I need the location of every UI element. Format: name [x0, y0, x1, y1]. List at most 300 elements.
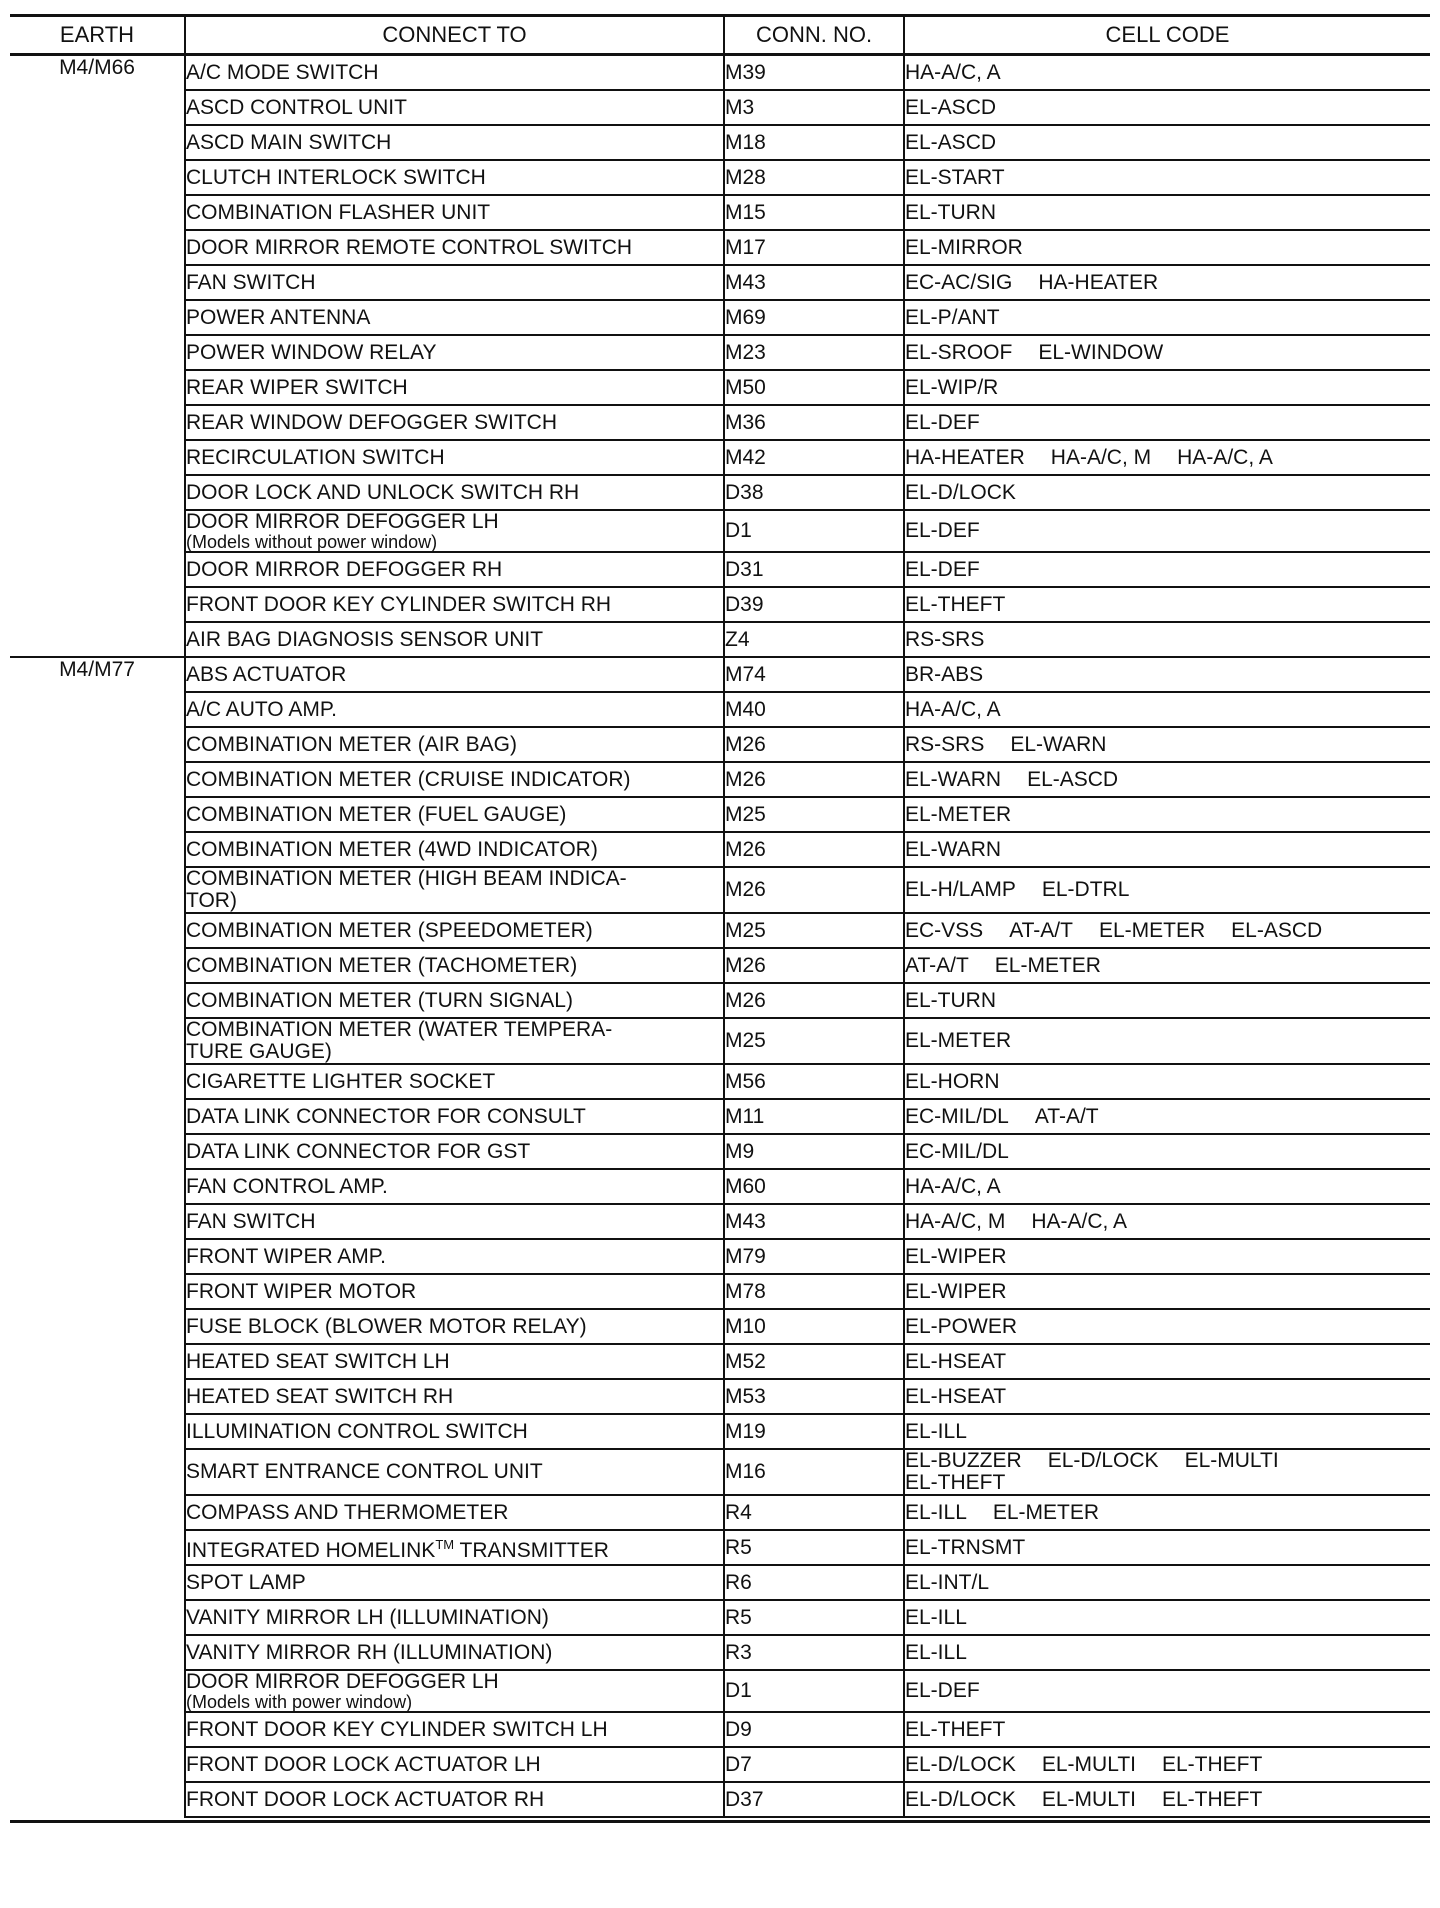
cell-code-cell	[904, 160, 1430, 195]
cell-code-link[interactable]: EL-HSEAT	[905, 1349, 1007, 1373]
connect-to-cell	[185, 1018, 724, 1064]
conn-no-text: M28	[725, 165, 766, 189]
connect-to-cell	[185, 160, 724, 195]
connect-to-cell	[185, 1670, 724, 1712]
cell-code-link[interactable]: RS-SRS	[905, 627, 985, 651]
connect-to-text: DOOR MIRROR DEFOGGER LH	[186, 1670, 499, 1693]
connect-to-cell	[185, 440, 724, 475]
cell-code-link[interactable]: HA-A/C, A	[905, 60, 1001, 84]
conn-no-text: M26	[725, 878, 766, 901]
cell-code-link[interactable]: EL-WARN	[905, 837, 1002, 861]
cell-code-link[interactable]: HA-A/C, A	[905, 697, 1001, 721]
connect-to-text-line2: TOR)	[186, 889, 237, 912]
cell-code-cell	[904, 1169, 1430, 1204]
conn-no-cell	[724, 867, 904, 913]
cell-code-link[interactable]: EL-METER	[905, 1029, 1012, 1052]
cell-code-link[interactable]: HA-A/C, A	[1031, 1209, 1128, 1233]
cell-code-cell	[904, 1670, 1430, 1712]
connect-to-text: DATA LINK CONNECTOR FOR CONSULT	[186, 1104, 586, 1128]
table-row	[10, 1169, 1430, 1204]
cell-code-link[interactable]: EL-WIPER	[905, 1244, 1007, 1268]
table-row	[10, 1712, 1430, 1747]
connect-to-text: COMBINATION METER (AIR BAG)	[186, 732, 517, 756]
table-row	[10, 1309, 1430, 1344]
connect-to-cell	[185, 1239, 724, 1274]
conn-no-cell	[724, 1379, 904, 1414]
conn-no-cell	[724, 1309, 904, 1344]
cell-code-cell	[904, 510, 1430, 552]
table-row	[10, 405, 1430, 440]
connect-to-cell	[185, 948, 724, 983]
conn-no-text: M43	[725, 270, 766, 294]
cell-code-link[interactable]: EL-D/LOCK	[905, 480, 1016, 504]
cell-code-link[interactable]: EL-D/LOCK	[1047, 1449, 1159, 1472]
connect-to-text: AIR BAG DIAGNOSIS SENSOR UNIT	[186, 627, 544, 651]
cell-code-link[interactable]: RS-SRS	[905, 732, 985, 756]
cell-code-cell	[904, 1565, 1430, 1600]
cell-code-cell	[904, 983, 1430, 1018]
cell-code-cell	[904, 265, 1430, 300]
connect-to-cell	[185, 1600, 724, 1635]
connect-to-text: ABS ACTUATOR	[186, 662, 347, 686]
connect-to-text: FRONT DOOR KEY CYLINDER SWITCH LH	[186, 1717, 608, 1741]
cell-code-cell	[904, 475, 1430, 510]
connect-to-text: CIGARETTE LIGHTER SOCKET	[186, 1069, 496, 1093]
connect-to-cell	[185, 475, 724, 510]
table-row	[10, 195, 1430, 230]
conn-no-text: M26	[725, 953, 766, 977]
cell-code-link[interactable]: EL-ASCD	[905, 95, 997, 119]
table-row	[10, 727, 1430, 762]
connect-to-text: SPOT LAMP	[186, 1570, 306, 1594]
conn-no-text: M17	[725, 235, 766, 259]
conn-no-text: M9	[725, 1139, 755, 1163]
cell-code-link[interactable]: EL-WARN	[1010, 732, 1107, 756]
cell-code-cell	[904, 727, 1430, 762]
cell-code-cell	[904, 587, 1430, 622]
conn-no-cell	[724, 1239, 904, 1274]
cell-code-cell	[904, 1344, 1430, 1379]
cell-code-link[interactable]: EL-DEF	[905, 557, 980, 581]
connect-to-cell	[185, 983, 724, 1018]
connect-to-cell	[185, 587, 724, 622]
cell-code-link[interactable]: EL-THEFT	[905, 1717, 1006, 1741]
connect-to-text: COMBINATION METER (CRUISE INDICATOR)	[186, 767, 631, 791]
cell-code-link[interactable]: EL-ILL	[905, 1500, 967, 1524]
cell-code-link[interactable]: EL-WINDOW	[1038, 340, 1164, 364]
table-row	[10, 160, 1430, 195]
table-row	[10, 1064, 1430, 1099]
cell-code-link[interactable]: EL-ASCD	[1231, 918, 1323, 942]
cell-code-link[interactable]: EL-BUZZER	[905, 1449, 1022, 1472]
cell-code-link[interactable]: EL-START	[905, 165, 1005, 189]
cell-code-link[interactable]: EL-METER	[1098, 918, 1206, 942]
cell-code-link[interactable]: EL-THEFT	[905, 1471, 1006, 1494]
connect-to-cell	[185, 1414, 724, 1449]
cell-code-link[interactable]: EL-WIPER	[905, 1279, 1007, 1303]
connect-to-text: DOOR LOCK AND UNLOCK SWITCH RH	[186, 480, 580, 504]
cell-code-cell	[904, 195, 1430, 230]
cell-code-link[interactable]: EL-DEF	[905, 519, 980, 542]
cell-code-cell	[904, 1064, 1430, 1099]
conn-no-text: M69	[725, 305, 766, 329]
conn-no-cell	[724, 1782, 904, 1817]
cell-code-link[interactable]: EL-ILL	[905, 1640, 967, 1664]
connect-to-text: ILLUMINATION CONTROL SWITCH	[186, 1419, 528, 1443]
cell-code-link[interactable]: EL-METER	[905, 802, 1012, 826]
conn-no-cell	[724, 1565, 904, 1600]
cell-code-cell	[904, 90, 1430, 125]
connect-to-cell	[185, 90, 724, 125]
connect-to-cell	[185, 1530, 724, 1565]
conn-no-cell	[724, 475, 904, 510]
connect-to-text: REAR WIPER SWITCH	[186, 375, 408, 399]
connect-to-cell	[185, 510, 724, 552]
connect-to-text: HEATED SEAT SWITCH LH	[186, 1349, 450, 1373]
cell-code-link[interactable]: EL-TRNSMT	[905, 1535, 1026, 1559]
cell-code-link[interactable]: EL-ILL	[905, 1605, 967, 1629]
trademark-mark: TM	[435, 1536, 455, 1552]
conn-no-text: M40	[725, 697, 766, 721]
conn-no-cell	[724, 983, 904, 1018]
cell-code-link[interactable]: EL-WARN	[905, 767, 1002, 791]
connect-to-text: COMBINATION METER (WATER TEMPERA-	[186, 1018, 613, 1041]
cell-code-link[interactable]: EC-AC/SIG	[905, 270, 1013, 294]
header-earth: EARTH	[10, 16, 185, 55]
cell-code-link[interactable]: EL-ASCD	[1027, 767, 1119, 791]
conn-no-text: R6	[725, 1570, 752, 1594]
cell-code-link[interactable]: EL-DEF	[905, 1679, 980, 1702]
cell-code-link[interactable]: EL-ASCD	[905, 130, 997, 154]
cell-code-cell	[904, 1600, 1430, 1635]
connect-to-text: FAN SWITCH	[186, 1209, 316, 1233]
table-body	[10, 55, 1430, 1818]
connect-to-note: (Models with power window)	[186, 1692, 413, 1712]
cell-code-cell	[904, 405, 1430, 440]
cell-code-link[interactable]: EL-MIRROR	[905, 235, 1023, 259]
cell-code-cell	[904, 1495, 1430, 1530]
table-row	[10, 125, 1430, 160]
connect-to-text: DOOR MIRROR DEFOGGER RH	[186, 557, 503, 581]
conn-no-text: M26	[725, 767, 766, 791]
connect-to-text: INTEGRATED HOMELINK	[186, 1538, 436, 1562]
connect-to-cell	[185, 657, 724, 692]
connect-to-cell	[185, 797, 724, 832]
connect-to-text: COMBINATION METER (TURN SIGNAL)	[186, 988, 573, 1012]
earth-connection-table	[10, 14, 1430, 1818]
connect-to-text: COMBINATION METER (FUEL GAUGE)	[186, 802, 567, 826]
cell-code-link[interactable]: EL-HSEAT	[905, 1384, 1007, 1408]
conn-no-text: M25	[725, 918, 766, 942]
connect-to-cell	[185, 1565, 724, 1600]
cell-code-link[interactable]: EL-TURN	[905, 988, 997, 1012]
conn-no-cell	[724, 1495, 904, 1530]
table-row	[10, 1495, 1430, 1530]
cell-code-cell	[904, 125, 1430, 160]
cell-code-link[interactable]: EL-SROOF	[905, 340, 1013, 364]
table-row	[10, 1414, 1430, 1449]
conn-no-text: M26	[725, 988, 766, 1012]
cell-code-link[interactable]: EL-HORN	[905, 1069, 1000, 1093]
cell-code-cell	[904, 1099, 1430, 1134]
cell-code-cell	[904, 913, 1430, 948]
cell-code-cell	[904, 622, 1430, 657]
cell-code-link[interactable]: EL-MULTI	[1041, 1787, 1136, 1811]
cell-code-link[interactable]: EL-MULTI	[1184, 1449, 1279, 1472]
cell-code-link[interactable]: AT-A/T	[1034, 1104, 1099, 1128]
connect-to-cell	[185, 125, 724, 160]
cell-code-link[interactable]: EL-DTRL	[1041, 878, 1130, 901]
table-row	[10, 300, 1430, 335]
cell-code-cell	[904, 300, 1430, 335]
conn-no-text: M39	[725, 60, 766, 84]
conn-no-text: M56	[725, 1069, 766, 1093]
table-row	[10, 1565, 1430, 1600]
header-conn-no: CONN. NO.	[724, 16, 904, 55]
table-row	[10, 657, 1430, 692]
earth-label: M4/M66	[59, 56, 135, 79]
connect-to-cell	[185, 1099, 724, 1134]
cell-code-link[interactable]: EL-DEF	[905, 410, 980, 434]
cell-code-cell	[904, 692, 1430, 727]
connect-to-text: FRONT DOOR LOCK ACTUATOR RH	[186, 1787, 545, 1811]
cell-code-link[interactable]: AT-A/T	[1009, 918, 1073, 942]
conn-no-cell	[724, 1530, 904, 1565]
connect-to-text: DOOR MIRROR REMOTE CONTROL SWITCH	[186, 235, 633, 259]
cell-code-link[interactable]: HA-A/C, M	[1050, 445, 1152, 469]
conn-no-text: D37	[725, 1787, 764, 1811]
connect-to-cell	[185, 1782, 724, 1817]
table-row	[10, 552, 1430, 587]
table-row	[10, 475, 1430, 510]
conn-no-cell	[724, 265, 904, 300]
cell-code-cell	[904, 55, 1430, 91]
connect-to-cell	[185, 832, 724, 867]
conn-no-text: M16	[725, 1460, 766, 1483]
connect-to-text: COMPASS AND THERMOMETER	[186, 1500, 509, 1524]
connect-to-text: ASCD MAIN SWITCH	[186, 130, 392, 154]
cell-code-link[interactable]: EL-METER	[994, 953, 1101, 977]
cell-code-cell	[904, 657, 1430, 692]
conn-no-cell	[724, 1274, 904, 1309]
connect-to-cell	[185, 622, 724, 657]
cell-code-link[interactable]: EL-ILL	[905, 1419, 967, 1443]
cell-code-cell	[904, 762, 1430, 797]
connect-to-cell	[185, 727, 724, 762]
conn-no-text: M26	[725, 837, 766, 861]
connect-to-text: FUSE BLOCK (BLOWER MOTOR RELAY)	[186, 1314, 587, 1338]
table-row	[10, 797, 1430, 832]
connect-to-cell	[185, 195, 724, 230]
conn-no-text: M10	[725, 1314, 766, 1338]
cell-code-link[interactable]: EL-TURN	[905, 200, 997, 224]
cell-code-link[interactable]: EL-THEFT	[905, 592, 1006, 616]
table-row	[10, 510, 1430, 552]
connect-to-cell	[185, 1712, 724, 1747]
conn-no-cell	[724, 552, 904, 587]
conn-no-text: D9	[725, 1717, 752, 1741]
header-connect-to: CONNECT TO	[185, 16, 724, 55]
connect-to-cell	[185, 913, 724, 948]
conn-no-text: M79	[725, 1244, 766, 1268]
table-row	[10, 1530, 1430, 1565]
conn-no-text: D1	[725, 1679, 752, 1702]
connect-to-text: VANITY MIRROR LH (ILLUMINATION)	[186, 1605, 549, 1629]
cell-code-link[interactable]: EL-D/LOCK	[905, 1752, 1016, 1776]
table-row	[10, 587, 1430, 622]
connect-to-text: CLUTCH INTERLOCK SWITCH	[186, 165, 486, 189]
cell-code-link[interactable]: EL-INT/L	[905, 1570, 990, 1594]
table-row	[10, 55, 1430, 91]
conn-no-cell	[724, 727, 904, 762]
conn-no-cell	[724, 1134, 904, 1169]
conn-no-cell	[724, 1747, 904, 1782]
connect-to-cell	[185, 370, 724, 405]
cell-code-link[interactable]: EL-WIP/R	[905, 375, 999, 399]
connect-to-cell	[185, 867, 724, 913]
connect-to-text: ASCD CONTROL UNIT	[186, 95, 407, 119]
table-row	[10, 90, 1430, 125]
cell-code-cell	[904, 1414, 1430, 1449]
conn-no-cell	[724, 230, 904, 265]
connect-to-cell	[185, 300, 724, 335]
table-row	[10, 1600, 1430, 1635]
cell-code-link[interactable]: HA-A/C, A	[905, 1174, 1001, 1198]
connect-to-cell	[185, 335, 724, 370]
cell-code-cell	[904, 1712, 1430, 1747]
cell-code-link[interactable]: EL-METER	[992, 1500, 1100, 1524]
connect-to-text: VANITY MIRROR RH (ILLUMINATION)	[186, 1640, 553, 1664]
connect-to-text: DATA LINK CONNECTOR FOR GST	[186, 1139, 531, 1163]
connect-to-text: FAN CONTROL AMP.	[186, 1174, 388, 1198]
cell-code-link[interactable]: EL-P/ANT	[905, 305, 1000, 329]
earth-cell	[10, 657, 185, 1817]
connect-to-text: FRONT WIPER AMP.	[186, 1244, 386, 1268]
conn-no-text: R5	[725, 1535, 752, 1559]
conn-no-text: M19	[725, 1419, 766, 1443]
table-row	[10, 440, 1430, 475]
conn-no-text: R4	[725, 1500, 752, 1524]
conn-no-text: M18	[725, 130, 766, 154]
conn-no-cell	[724, 405, 904, 440]
conn-no-cell	[724, 1635, 904, 1670]
conn-no-text: M3	[725, 95, 755, 119]
connect-to-text: COMBINATION FLASHER UNIT	[186, 200, 491, 224]
cell-code-cell	[904, 552, 1430, 587]
cell-code-link[interactable]: EL-MULTI	[1041, 1752, 1136, 1776]
connect-to-cell	[185, 405, 724, 440]
connect-to-cell	[185, 692, 724, 727]
conn-no-text: M52	[725, 1349, 766, 1373]
connect-to-cell	[185, 1274, 724, 1309]
connect-to-text: A/C AUTO AMP.	[186, 697, 337, 721]
connect-to-text: COMBINATION METER (TACHOMETER)	[186, 953, 578, 977]
table-row	[10, 1344, 1430, 1379]
conn-no-text: D31	[725, 557, 764, 581]
cell-code-cell	[904, 335, 1430, 370]
conn-no-text: Z4	[725, 627, 750, 651]
table-row	[10, 1018, 1430, 1064]
conn-no-text: M43	[725, 1209, 766, 1233]
conn-no-cell	[724, 125, 904, 160]
connect-to-text: COMBINATION METER (4WD INDICATOR)	[186, 837, 598, 861]
cell-code-link[interactable]: HA-A/C, M	[905, 1209, 1006, 1233]
table-row	[10, 1274, 1430, 1309]
connect-to-text-after: TRANSMITTER	[454, 1538, 609, 1562]
connect-to-cell	[185, 552, 724, 587]
table-row	[10, 1782, 1430, 1817]
table-row	[10, 370, 1430, 405]
cell-code-cell	[904, 1309, 1430, 1344]
connect-to-cell	[185, 1747, 724, 1782]
cell-code-cell	[904, 1274, 1430, 1309]
conn-no-cell	[724, 1099, 904, 1134]
table-row	[10, 1204, 1430, 1239]
cell-code-link[interactable]: EL-D/LOCK	[905, 1787, 1016, 1811]
connect-to-text: HEATED SEAT SWITCH RH	[186, 1384, 454, 1408]
conn-no-text: M36	[725, 410, 766, 434]
conn-no-cell	[724, 1670, 904, 1712]
cell-code-cell	[904, 1379, 1430, 1414]
connect-to-text: DOOR MIRROR DEFOGGER LH	[186, 510, 499, 533]
cell-code-link[interactable]: HA-HEATER	[1038, 270, 1159, 294]
connect-to-text: COMBINATION METER (SPEEDOMETER)	[186, 918, 593, 942]
conn-no-text: M25	[725, 1029, 766, 1052]
connect-to-text: REAR WINDOW DEFOGGER SWITCH	[186, 410, 557, 434]
cell-code-cell	[904, 832, 1430, 867]
cell-code-link[interactable]: EL-THEFT	[1162, 1787, 1263, 1811]
cell-code-link[interactable]: EL-THEFT	[1162, 1752, 1263, 1776]
conn-no-cell	[724, 1169, 904, 1204]
cell-code-link[interactable]: EC-VSS	[905, 918, 984, 942]
cell-code-cell	[904, 1635, 1430, 1670]
conn-no-text: M50	[725, 375, 766, 399]
conn-no-cell	[724, 370, 904, 405]
conn-no-text: D38	[725, 480, 764, 504]
cell-code-link[interactable]: BR-ABS	[905, 662, 984, 686]
connect-to-cell	[185, 230, 724, 265]
connect-to-text: FAN SWITCH	[186, 270, 316, 294]
header-cell-code: CELL CODE	[904, 16, 1430, 55]
conn-no-cell	[724, 1414, 904, 1449]
earth-cell	[10, 55, 185, 658]
connect-to-text: FRONT WIPER MOTOR	[186, 1279, 417, 1303]
cell-code-link[interactable]: EC-MIL/DL	[905, 1104, 1009, 1128]
cell-code-link[interactable]: EL-POWER	[905, 1314, 1018, 1338]
cell-code-cell	[904, 1782, 1430, 1817]
connect-to-cell	[185, 1635, 724, 1670]
connect-to-cell	[185, 1379, 724, 1414]
table-bottom-rule	[10, 1820, 1430, 1823]
conn-no-cell	[724, 55, 904, 91]
cell-code-link[interactable]: HA-HEATER	[905, 445, 1025, 469]
cell-code-link[interactable]: HA-A/C, A	[1177, 445, 1273, 469]
table-row	[10, 762, 1430, 797]
table-row	[10, 1747, 1430, 1782]
connect-to-cell	[185, 1344, 724, 1379]
cell-code-link[interactable]: AT-A/T	[905, 953, 969, 977]
connect-to-cell	[185, 265, 724, 300]
connect-to-cell	[185, 1495, 724, 1530]
cell-code-cell	[904, 948, 1430, 983]
cell-code-link[interactable]: EC-MIL/DL	[905, 1139, 1009, 1163]
conn-no-cell	[724, 1018, 904, 1064]
connect-to-cell	[185, 1064, 724, 1099]
cell-code-link[interactable]: EL-H/LAMP	[905, 878, 1016, 901]
connect-to-text: POWER WINDOW RELAY	[186, 340, 437, 364]
conn-no-cell	[724, 1712, 904, 1747]
conn-no-cell	[724, 1600, 904, 1635]
